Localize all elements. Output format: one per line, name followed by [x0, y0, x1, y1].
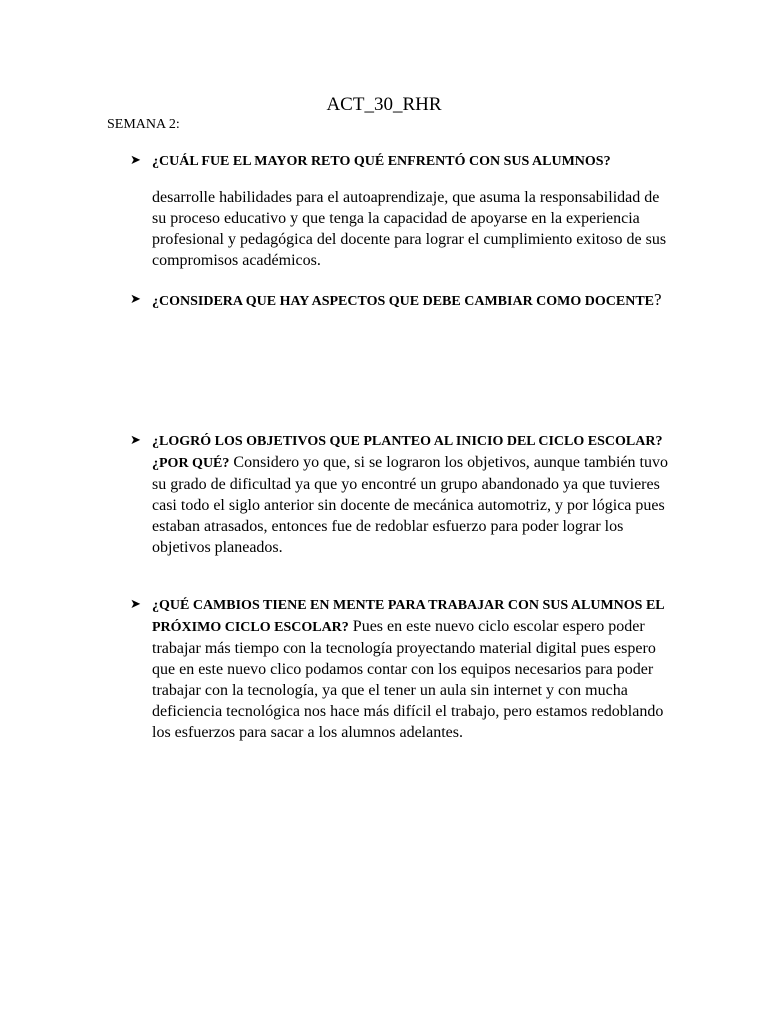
- question-3-text: ¿LOGRÓ LOS OBJETIVOS QUE PLANTEO AL INICIO DEL CICLO ESCOLAR? ¿POR QUÉ?: [152, 434, 663, 471]
- question-3-item: [130, 430, 670, 558]
- question-4-text: ¿QUÉ CAMBIOS TIENE EN MENTE PARA TRABAJAR CON SUS ALUMNOS EL PRÓXIMO CICLO ESCOLAR?: [152, 598, 664, 635]
- answer-1-text: desarrolle habilidades para el autoaprendizaje, que asuma la responsabilidad de su proceso educativo y que tenga la capacidad de apoyarse en la experiencia profesional y pedagógica del docente para lograr el cumplimiento exitoso de sus compromisos académicos.: [152, 189, 667, 269]
- question-2-item: [130, 289, 670, 312]
- arrow-bullet-icon: ➤: [130, 433, 141, 448]
- question-1-item: [130, 150, 670, 172]
- question-1-text: ¿CUÁL FUE EL MAYOR RETO QUÉ ENFRENTÓ CON SUS ALUMNOS?: [152, 154, 611, 169]
- week-label: SEMANA 2:: [107, 117, 180, 132]
- answer-3-text: Considero yo que, si se lograron los objetivos, aunque también tuvo su grado de dificultad ya que yo encontré un grupo abandonado ya que tuvieres casi todo el siglo anterior sin docente de mecánica automotriz, y por lógica pues estaban atrasados, entonces fue de redoblar esfuerzo para poder lograr los objetivos planeados.: [152, 454, 668, 556]
- arrow-bullet-icon: ➤: [130, 597, 141, 612]
- question-2-text: ¿CONSIDERA QUE HAY ASPECTOS QUE DEBE CAMBIAR COMO DOCENTE: [152, 294, 655, 309]
- answer-4-text: Pues en este nuevo ciclo escolar espero poder trabajar más tiempo con la tecnología proyectando material digital pues espero que en este nuevo clico podamos contar con los equipos necesarios para poder trabajar con la tecnología, ya que el tener un aula sin internet y con mucha deficiencia tecnológica nos hace más difícil el trabajo, pero estamos redoblando los esfuerzos para sacar a los alumnos adelantes.: [152, 618, 664, 741]
- document-title: ACT_30_RHR: [326, 94, 442, 115]
- question-2-mark: ?: [654, 290, 662, 309]
- arrow-bullet-icon: ➤: [130, 292, 141, 307]
- arrow-bullet-icon: ➤: [130, 153, 141, 168]
- question-4-item: [130, 594, 670, 743]
